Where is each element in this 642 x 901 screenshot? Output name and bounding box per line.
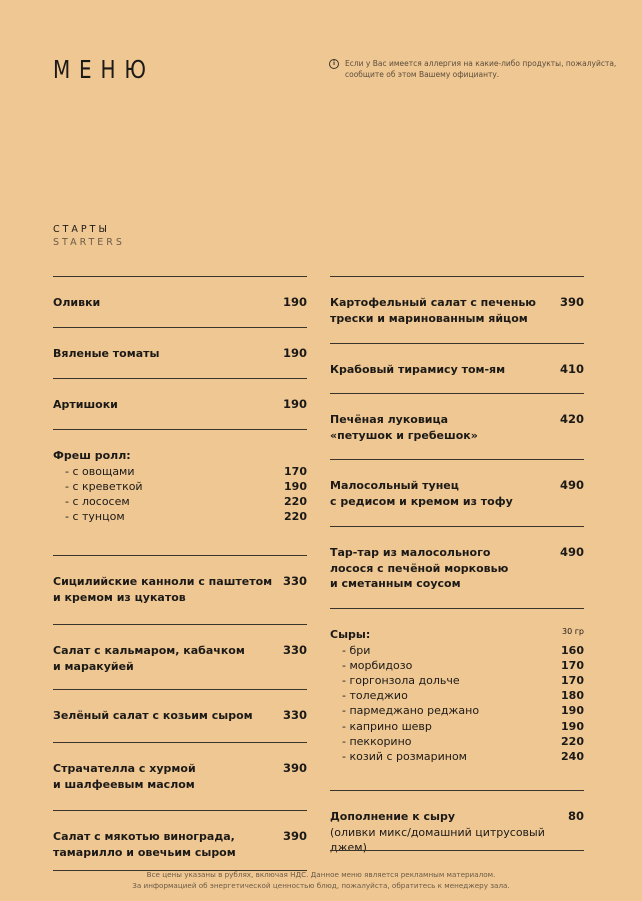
menu-item: [53, 624, 307, 689]
menu-item-row: [330, 627, 584, 643]
allergy-note-text: Если у Вас имеется аллергия на какие-либо продукты, пожалуйста, сообщите об этом Вашему официанту.: [345, 59, 617, 79]
dish-name: Сицилийские канноли с паштетом и кремом из цукатов: [53, 575, 273, 604]
dish-name: Картофельный салат с печенью трески и маринованным яйцом: [330, 296, 536, 325]
menu-item: [53, 429, 307, 555]
dish-option-price: 170: [561, 658, 584, 672]
menu-item-row: [53, 708, 307, 724]
page-title: МЕНЮ: [53, 55, 155, 84]
footer: [0, 870, 642, 891]
dish-name: Крабовый тирамису том-ям: [330, 363, 506, 376]
menu-item-row: [330, 362, 584, 378]
menu-item-row: [330, 478, 584, 509]
menu-item: [53, 689, 307, 742]
dish-price: 420: [559, 412, 584, 426]
dish-option-price: 220: [284, 494, 307, 508]
menu-item: [53, 378, 307, 429]
dish-price: 330: [282, 708, 307, 722]
dish-option-name: - бри: [342, 643, 371, 657]
dish-name: Вяленые томаты: [53, 347, 160, 360]
menu-item-row: [53, 346, 307, 362]
dish-price: 80: [567, 809, 584, 823]
dish-price: 490: [559, 545, 584, 559]
allergy-note: [329, 58, 619, 80]
menu-item: [330, 790, 584, 854]
dish-price: 390: [559, 295, 584, 309]
dish-name: Салат с мякотью винограда, тамарилло и овечьим сыром: [53, 830, 236, 859]
menu-column-right: [330, 276, 584, 854]
menu-item: [330, 459, 584, 526]
dish-option-price: 220: [284, 510, 307, 524]
menu-item: [53, 276, 307, 327]
menu-item-row: [53, 643, 307, 674]
dish-name: Салат с кальмаром, кабачком и маракуйей: [53, 644, 245, 673]
dish-option: [53, 479, 307, 494]
menu-item-row: [330, 545, 584, 592]
dish-option-name: - с тунцом: [65, 510, 125, 524]
dish-option-name: - горгонзола дольче: [342, 673, 460, 687]
dish-price: 330: [282, 643, 307, 657]
dish-option-price: 170: [284, 464, 307, 478]
dish-price: 190: [282, 397, 307, 411]
menu-item: [53, 810, 307, 870]
dish-name: Тар-тар из малосольного лосося с печёной морковью и сметанным соусом: [330, 546, 509, 590]
footer-line-1: Все цены указаны в рублях, включая НДС. Данное меню является рекламным материалом.: [146, 870, 496, 879]
footer-line-2: За информацией об энергетической ценностью блюд, пожалуйста, обратитесь к менеджеру зала.: [132, 880, 510, 890]
dish-name: Печёная луковица «петушок и гребешок»: [330, 413, 478, 442]
section-title-ru: СТАРТЫ: [53, 224, 110, 235]
dish-price: 190: [282, 295, 307, 309]
dish-option-name: - с лососем: [65, 494, 130, 508]
menu-item: [330, 393, 584, 459]
dish-name: Страчателла с хурмой и шалфеевым маслом: [53, 762, 196, 791]
dish-name: Малосольный тунец с редисом и кремом из тофу: [330, 479, 513, 508]
section-title-en: STARTERS: [53, 237, 125, 248]
dish-option-name: - пеккорино: [342, 734, 412, 748]
dish-option: [330, 688, 584, 703]
dish-option-price: 240: [561, 749, 584, 763]
dish-price: 390: [282, 829, 307, 843]
dish-option: [53, 509, 307, 524]
dish-option: [330, 719, 584, 734]
dish-option-name: - с овощами: [65, 464, 135, 478]
dish-option-name: - толеджио: [342, 689, 408, 703]
dish-option-price: 160: [561, 643, 584, 657]
menu-item-row: [53, 574, 307, 605]
dish-option-name: - козий с розмарином: [342, 749, 467, 763]
menu-item-row: [53, 448, 307, 464]
dish-option-price: 190: [561, 704, 584, 718]
dish-option: [53, 494, 307, 509]
menu-item-row: [330, 809, 584, 825]
dish-option-name: - морбидозо: [342, 658, 413, 672]
dish-option-price: 180: [561, 689, 584, 703]
dish-name: Оливки: [53, 296, 101, 309]
menu-item-row: [330, 295, 584, 326]
dish-price: 410: [559, 362, 584, 376]
menu-item: [330, 343, 584, 393]
dish-option: [330, 749, 584, 764]
dish-note: (оливки микс/домашний цитрусовый джем): [330, 825, 545, 854]
menu-item-row: [53, 295, 307, 311]
dish-name: Дополнение к сыру: [330, 810, 456, 823]
dish-price: 190: [282, 346, 307, 360]
dish-name: Сыры:: [330, 628, 371, 641]
menu-item-row: [330, 412, 584, 443]
dish-option-name: - с креветкой: [65, 479, 143, 493]
dish-option-price: 190: [284, 479, 307, 493]
dish-name: Фреш ролл:: [53, 449, 131, 462]
dish-option-name: - пармеджано реджано: [342, 704, 480, 718]
menu-divider: [330, 850, 584, 851]
dish-option-price: 220: [561, 734, 584, 748]
dish-option: [330, 734, 584, 749]
menu-item-row: [53, 397, 307, 413]
dish-price: 330: [282, 574, 307, 588]
dish-name: Зелёный салат с козьим сыром: [53, 709, 253, 722]
dish-option-name: - каприно шевр: [342, 719, 432, 733]
menu-item: [330, 526, 584, 608]
menu-item: [330, 608, 584, 790]
menu-item: [330, 276, 584, 343]
dish-price: 490: [559, 478, 584, 492]
dish-option: [330, 703, 584, 718]
menu-item: [53, 327, 307, 378]
dish-option-price: 170: [561, 673, 584, 687]
dish-option-price: 190: [561, 719, 584, 733]
menu-item-row: [53, 761, 307, 792]
dish-name: Артишоки: [53, 398, 118, 411]
dish-price: 390: [282, 761, 307, 775]
menu-item: [53, 742, 307, 810]
menu-column-left: [53, 276, 307, 871]
dish-option: [53, 464, 307, 479]
dish-option: [330, 658, 584, 673]
menu-item-row: [53, 829, 307, 860]
info-icon: i: [329, 59, 339, 69]
menu-item: [53, 555, 307, 624]
dish-option: [330, 643, 584, 658]
portion-unit: 30 гр: [561, 627, 584, 636]
dish-option: [330, 673, 584, 688]
